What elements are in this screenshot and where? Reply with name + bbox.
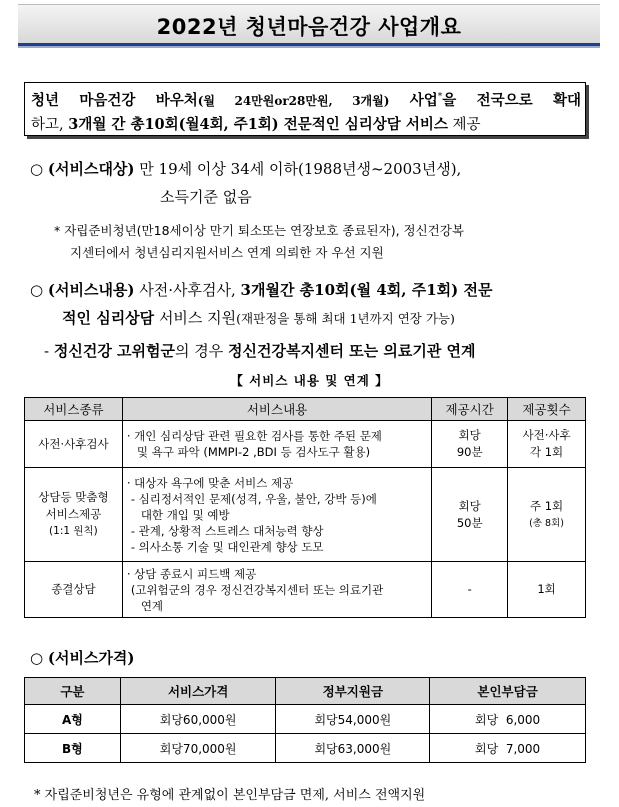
summary-text: (월 24만원or28만원, 3개월) bbox=[197, 93, 390, 108]
table-row bbox=[25, 468, 586, 562]
service-time bbox=[432, 468, 508, 562]
note-mark: * bbox=[54, 223, 61, 238]
content-text: 정신건강 고위험군 bbox=[53, 342, 175, 360]
target-label: (서비스대상) bbox=[47, 160, 135, 178]
bullet-circle: ○ bbox=[30, 649, 44, 667]
content-line: · 대상자 욕구에 맞춘 서비스 제공 bbox=[126, 475, 294, 490]
price-table bbox=[24, 677, 586, 763]
type-line: (1:1 원칙) bbox=[49, 525, 98, 537]
title-banner bbox=[18, 4, 600, 46]
content-line: 연계 bbox=[140, 598, 164, 613]
service-content bbox=[122, 421, 431, 468]
service-count: 1회 bbox=[508, 562, 586, 618]
content-text: 서비스 지원 bbox=[154, 309, 237, 327]
content-line: · 상담 종료시 피드백 제공 bbox=[126, 566, 257, 581]
summary-box bbox=[24, 82, 586, 136]
type-line: 상담등 맞춤형 bbox=[38, 490, 109, 504]
content-line: - 의사소통 기술 및 대인관계 향상 도모 bbox=[130, 539, 324, 554]
count-line: 각 1회 bbox=[529, 445, 564, 459]
service-type: 사전·사후검사 bbox=[25, 421, 123, 468]
price-label: (서비스가격) bbox=[47, 649, 135, 667]
service-time: - bbox=[432, 562, 508, 618]
table-row bbox=[25, 421, 586, 468]
price-cell: 회당54,000원 bbox=[276, 705, 430, 734]
service-content bbox=[122, 562, 431, 618]
price-cell: 회당 7,000 bbox=[430, 734, 586, 763]
target-note-1 bbox=[54, 221, 464, 239]
header-cell: 서비스내용 bbox=[122, 398, 431, 421]
service-time bbox=[432, 421, 508, 468]
price-cell: 회당 6,000 bbox=[430, 705, 586, 734]
table-row bbox=[25, 562, 586, 618]
target-text: 만 19세 이상 34세 이하(1988년생~2003년생), bbox=[134, 160, 462, 178]
price-type: A형 bbox=[25, 705, 121, 734]
count-line: 주 1회 bbox=[529, 498, 564, 513]
content-label: (서비스내용) bbox=[47, 281, 135, 299]
content-text: 적인 심리상담 bbox=[62, 309, 155, 327]
content-line: - 심리정서적인 문제(성격, 우울, 불안, 강박 등)에 bbox=[130, 491, 377, 506]
service-count bbox=[508, 468, 586, 562]
type-line: 서비스제공 bbox=[45, 507, 102, 521]
table-row bbox=[25, 705, 586, 734]
price-cell: 회당70,000원 bbox=[120, 734, 276, 763]
table-header-row bbox=[25, 398, 586, 421]
service-content bbox=[122, 468, 431, 562]
time-line: 회당 bbox=[458, 498, 481, 513]
price-line bbox=[30, 647, 135, 668]
summary-text: 사업 bbox=[389, 91, 438, 109]
header-cell: 구분 bbox=[25, 678, 121, 705]
target-note-2: 지센터에서 청년심리지원서비스 연계 의뢰한 자 우선 지원 bbox=[70, 245, 384, 260]
note-text: 자립준비청년(만18세이상 만기 퇴소또는 연장보호 종료된자), 정신건강복 bbox=[64, 223, 464, 238]
summary-text: 을 전국으로 확대 bbox=[442, 91, 581, 109]
content-text: 의 경우 bbox=[175, 342, 229, 360]
bullet-circle: ○ bbox=[30, 160, 44, 178]
target-line-2: 소득기준 없음 bbox=[160, 188, 252, 206]
content-line: 및 욕구 파악 (MMPI-2 ,BDI 등 검사도구 활용) bbox=[136, 445, 371, 459]
service-type: 종결상담 bbox=[25, 562, 123, 618]
bullet-circle: ○ bbox=[30, 281, 44, 299]
summary-footnote-mark: * bbox=[437, 92, 443, 102]
target-line-1 bbox=[30, 158, 461, 179]
content-line: · 개인 심리상담 관련 필요한 검사를 통한 주된 문제 bbox=[126, 429, 382, 443]
header-cell: 서비스종류 bbox=[25, 398, 123, 421]
content-line-1 bbox=[30, 279, 492, 300]
time-line: 90분 bbox=[456, 445, 483, 459]
service-table bbox=[24, 397, 586, 618]
summary-text: 하고, bbox=[31, 116, 69, 133]
summary-text: 청년 마음건강 바우처 bbox=[31, 91, 198, 109]
content-text: 3개월간 총10회(월 4회, 주1회) 전문 bbox=[240, 281, 493, 299]
price-cell: 회당60,000원 bbox=[120, 705, 276, 734]
count-line: 사전·사후 bbox=[522, 428, 571, 442]
content-text: 정신건강복지센터 또는 의료기관 연계 bbox=[228, 342, 476, 360]
table-row bbox=[25, 734, 586, 763]
header-cell: 제공횟수 bbox=[508, 398, 586, 421]
header-cell: 정부지원금 bbox=[276, 678, 430, 705]
time-line: 회당 bbox=[458, 428, 481, 442]
dash: - bbox=[44, 342, 54, 360]
content-line: (고위험군의 경우 정신건강복지센터 또는 의료기관 bbox=[130, 582, 384, 597]
content-line: 대한 개입 및 예방 bbox=[140, 507, 230, 522]
footnote: * 자립준비청년은 유형에 관계없이 본인부담금 면제, 서비스 전액지원 bbox=[34, 788, 426, 803]
content-text: 사전·사후검사, bbox=[134, 281, 241, 299]
content-text: (재판정을 통해 최대 1년까지 연장 가능) bbox=[236, 311, 455, 326]
summary-text: 제공 bbox=[447, 116, 481, 133]
summary-line-2 bbox=[31, 113, 581, 137]
content-line-2 bbox=[62, 307, 455, 328]
page-title: 2022년 청년마음건강 사업개요 bbox=[156, 15, 462, 39]
count-line: (총 8회) bbox=[529, 517, 564, 529]
content-line-3 bbox=[44, 340, 476, 361]
service-type bbox=[25, 468, 123, 562]
header-cell: 제공시간 bbox=[432, 398, 508, 421]
content-line: - 관계, 상황적 스트레스 대처능력 향상 bbox=[130, 523, 324, 538]
summary-line-1 bbox=[31, 85, 581, 113]
header-cell: 본인부담금 bbox=[430, 678, 586, 705]
service-count bbox=[508, 421, 586, 468]
header-cell: 서비스가격 bbox=[120, 678, 276, 705]
summary-text: 3개월 간 총10회(월4회, 주1회) 전문적인 심리상담 서비스 bbox=[68, 115, 448, 133]
table-caption: 【 서비스 내용 및 연계 】 bbox=[230, 373, 389, 388]
time-line: 50분 bbox=[456, 515, 483, 530]
price-type: B형 bbox=[25, 734, 121, 763]
table-header-row bbox=[25, 678, 586, 705]
price-cell: 회당63,000원 bbox=[276, 734, 430, 763]
